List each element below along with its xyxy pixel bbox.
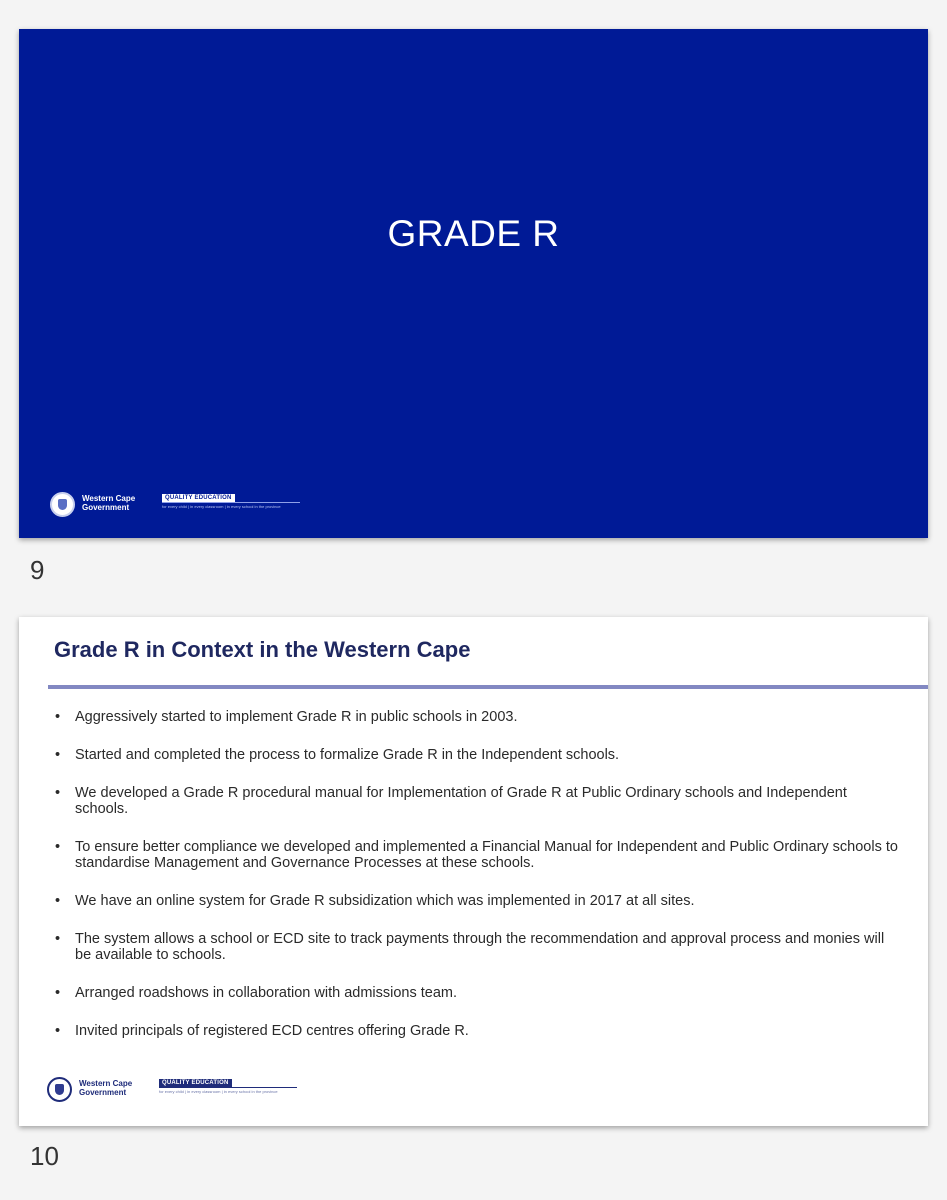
quality-education-badge: QUALITY EDUCATION: [162, 494, 235, 502]
bullet-item: • To ensure better compliance we developed and implemented a Financial Manual for Independent and Public Ordinary schools to standardise Management and Governance Processes at these schools.: [55, 839, 900, 871]
slide-9[interactable]: [19, 29, 928, 538]
badge-divider: [159, 1087, 297, 1088]
quality-education-badge: QUALITY EDUCATION: [159, 1079, 232, 1087]
slide-title: GRADE R: [387, 213, 560, 254]
org-name-line2: Government: [82, 503, 130, 512]
bullet-item: • Arranged roadshows in collaboration with admissions team.: [55, 985, 900, 1001]
coat-of-arms-icon: [47, 1077, 72, 1102]
bullet-item: • The system allows a school or ECD site to track payments through the recommendation and approval process and monies will be available to schools.: [55, 931, 900, 963]
bullet-item: • Started and completed the process to formalize Grade R in the Independent schools.: [55, 747, 900, 763]
slide-number: 9: [30, 555, 45, 585]
slide-10[interactable]: [19, 617, 928, 1126]
bullet-list: [55, 709, 900, 1061]
bullet-item: • We developed a Grade R procedural manual for Implementation of Grade R at Public Ordinary schools and Independent schools.: [55, 785, 900, 817]
slide-number: 10: [30, 1141, 59, 1171]
footer-logo: [50, 492, 310, 520]
org-name-line1: Western Cape: [79, 1079, 133, 1088]
bullet-item: • Aggressively started to implement Grade R in public schools in 2003.: [55, 709, 900, 725]
badge-divider: [162, 502, 300, 503]
org-name-line2: Government: [79, 1088, 127, 1097]
bullet-item: • We have an online system for Grade R subsidization which was implemented in 2017 at all sites.: [55, 893, 900, 909]
tagline: for every child | in every classroom | in every school in the province: [159, 1089, 278, 1094]
bullet-item: • Invited principals of registered ECD centres offering Grade R.: [55, 1023, 900, 1039]
heading-divider: [48, 685, 928, 689]
slide-heading: Grade R in Context in the Western Cape: [54, 637, 471, 662]
coat-of-arms-icon: [50, 492, 75, 517]
org-name-line1: Western Cape: [82, 494, 136, 503]
tagline: for every child | in every classroom | in every school in the province: [162, 504, 281, 509]
footer-logo: [47, 1077, 307, 1105]
